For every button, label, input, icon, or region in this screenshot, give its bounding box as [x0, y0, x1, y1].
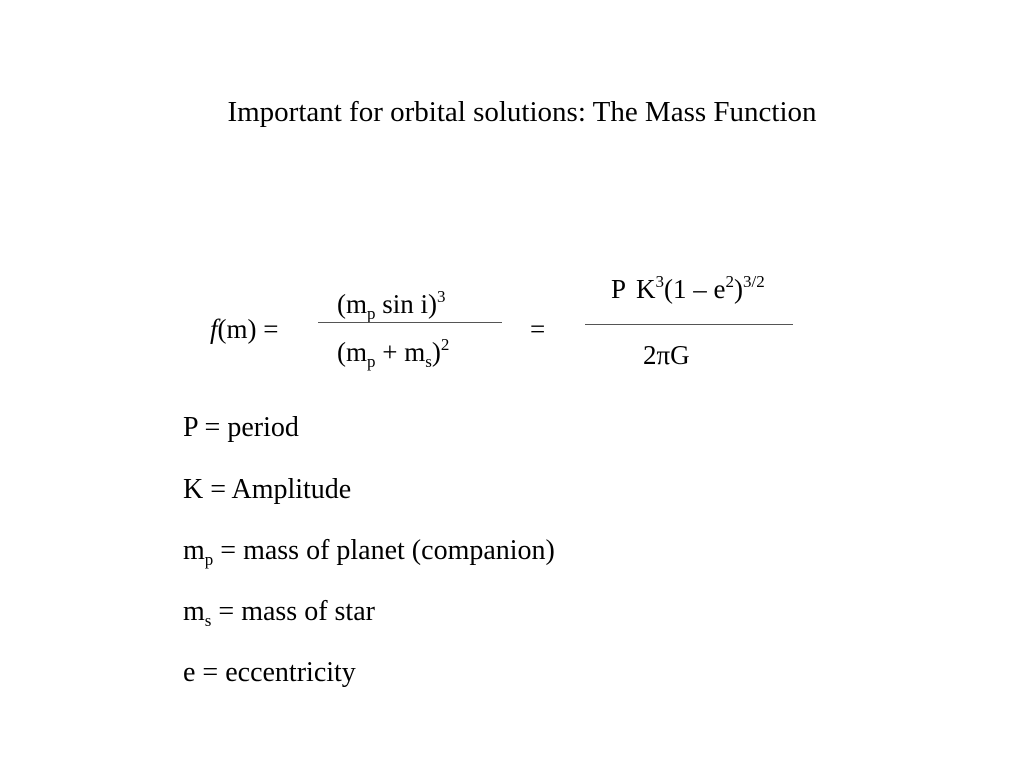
definition-amplitude: K = Amplitude: [183, 474, 352, 505]
lhs-denominator: $(m_p + m_s)^2$: [337, 335, 450, 371]
rhs-denominator: 2πG: [643, 340, 690, 370]
rhs-fraction-bar: [585, 324, 793, 325]
definition-eccentricity: e = eccentricity: [183, 657, 356, 688]
definition-planet-mass: $m_p$ = mass of planet (companion): [183, 535, 555, 569]
function-symbol: f: [210, 314, 218, 344]
equals-sign: =: [530, 314, 546, 344]
function-argument: (m) =: [217, 314, 279, 344]
definition-period: P = period: [183, 412, 299, 443]
rhs-numerator: P $K^3(1 - e^2)^{3/2}$: [611, 272, 765, 304]
equation-lhs-label: [210, 313, 278, 345]
definition-star-mass: $m_s$ = mass of star: [183, 596, 375, 630]
slide-title: Important for orbital solutions: The Mass Function: [227, 96, 817, 128]
lhs-fraction-bar: [318, 322, 502, 323]
lhs-numerator: ($m_p$ sin i)$^3$: [337, 287, 446, 323]
